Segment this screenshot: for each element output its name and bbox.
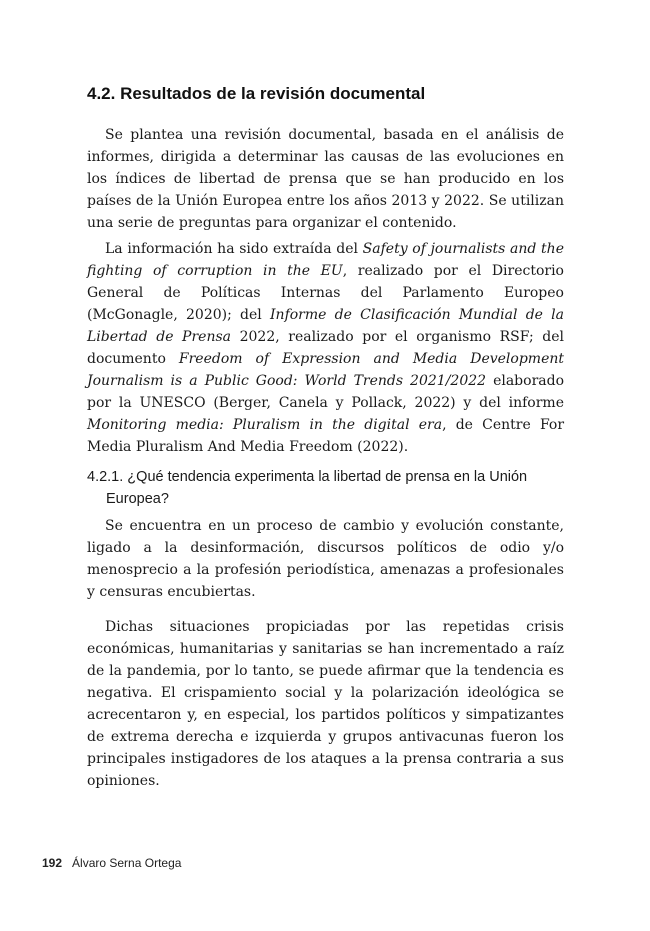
sources-text-2: , realizado por el Directorio General de Políticas Internas del Parlamento Europeo (McGonagle, 2020); del (87, 263, 564, 323)
source-title-unesco: Freedom of Expression and Media Development Journalism is a Public Good: World Trends 2021/2022 (87, 351, 564, 389)
page-number: 192 (42, 856, 63, 870)
sources-text-1: La información ha sido extraída del (105, 241, 363, 257)
subsection-heading (87, 466, 564, 510)
paragraph-intro (87, 124, 564, 234)
footer-author: Álvaro Serna Ortega (72, 856, 182, 870)
source-title-informe-rsf: Informe de Clasificación Mundial de la Libertad de Prensa (87, 307, 565, 345)
paragraph-crises-text: Dichas situaciones propiciadas por las repetidas crisis económicas, humanitarias y sanitarias se han incrementado a raíz de la pandemia, por lo tanto, se puede afirmar que la tendencia es negativa. El crispamiento social y la polarización ideológica se acrecentaron y, en especial, los partidos políticos y simpatizantes de extrema derecha e izquierda y grupos antivacunas fueron los principales instigadores de los ataques a la prensa contraria a sus opiniones. (87, 619, 564, 789)
sources-text-3: 2022, realizado por el organismo RSF; del documento (87, 329, 564, 367)
paragraph-intro-text: Se plantea una revisión documental, basada en el análisis de informes, dirigida a determinar las causas de las evoluciones en los índices de libertad de prensa que se han producido en los países de la Unión Europea entre los años 2013 y 2022. Se utilizan una serie de preguntas para organizar el contenido. (87, 127, 564, 231)
paragraph-sources (87, 238, 564, 458)
sources-text-4: elaborado por la UNESCO (Berger, Canela y Pollack, 2022) y del informe (87, 373, 564, 411)
source-title-safety-journalists: Safety of journalists and the fighting of corruption in the EU (87, 241, 564, 279)
paragraph-trend (87, 515, 564, 603)
source-title-monitoring-media: Monitoring media: Pluralism in the digital era (87, 417, 443, 433)
section-heading: 4.2. Resultados de la revisión documental (87, 84, 426, 103)
page-footer (42, 856, 181, 870)
paragraph-trend-text: Se encuentra en un proceso de cambio y evolución constante, ligado a la desinformación, discursos políticos de odio y/o menosprecio a la profesión periodística, amenazas a profesionales y censuras encubiertas. (87, 518, 564, 600)
subsection-heading-line2: Europea? (106, 491, 169, 507)
paragraph-crises (87, 616, 564, 792)
sources-text-5: , de Centre For Media Pluralism And Media Freedom (2022). (87, 417, 565, 455)
subsection-heading-line1: 4.2.1. ¿Qué tendencia experimenta la libertad de prensa en la Unión (87, 469, 528, 485)
